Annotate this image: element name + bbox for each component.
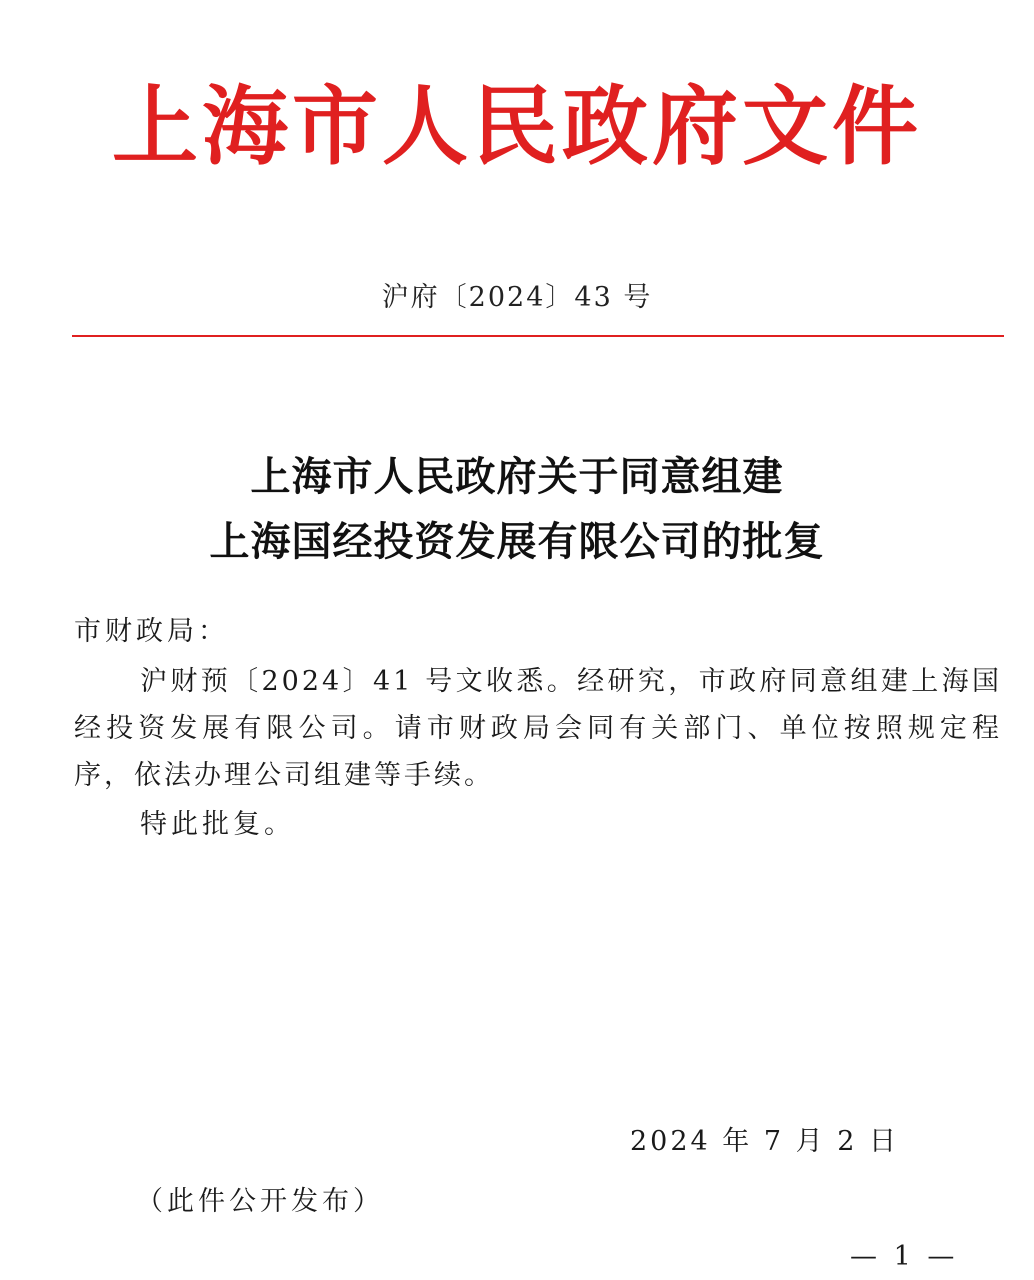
closing-remark: 特此批复。 [140, 809, 295, 840]
page-number: — 1 — [850, 1241, 959, 1272]
document-title-line-2: 上海国经投资发展有限公司的批复 [209, 519, 825, 565]
publish-note: （此件公开发布） [136, 1186, 384, 1217]
addressee: 市财政局： [74, 616, 229, 647]
document-masthead: 上海市人民政府文件 [112, 77, 922, 177]
issue-date: 2024 年 7 月 2 日 [630, 1126, 899, 1157]
body-paragraph: 沪财预〔2024〕41 号文收悉。经研究，市政府同意组建上海国经投资发展有限公司。请市财政局会同有关部门、单位按照规定程序，依法办理公司组建等手续。 [74, 666, 1002, 791]
document-title-line-1: 上海市人民政府关于同意组建 [250, 454, 784, 500]
red-divider-line [72, 335, 1004, 337]
document-number: 沪府〔2024〕43 号 [381, 282, 653, 313]
